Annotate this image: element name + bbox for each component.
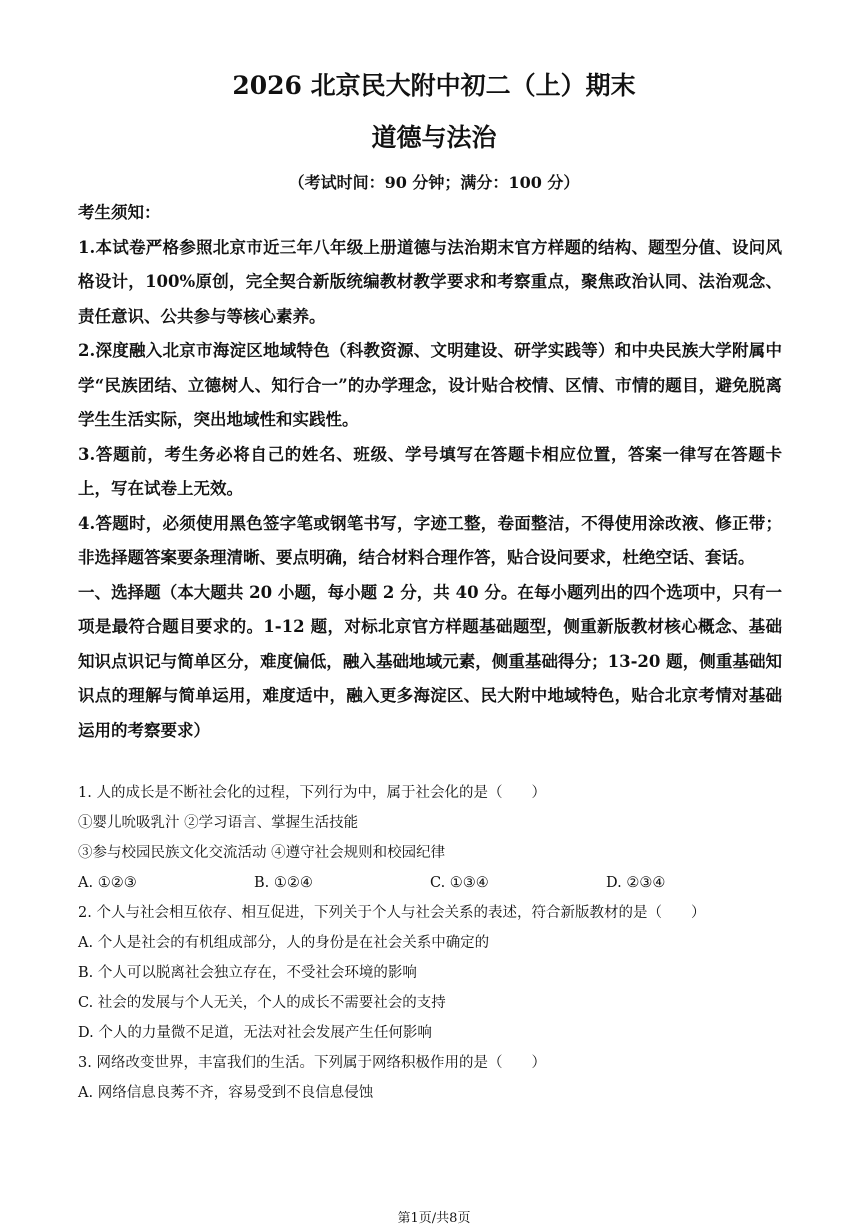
page-number: 第1页/共8页	[397, 1211, 471, 1226]
questions-block	[78, 778, 782, 1108]
notice-item: 2.深度融入北京市海淀区地域特色（科教资源、文明建设、研学实践等）和中央民族大学附属中学“民族团结、立德树人、知行合一”的办学理念，设计贴合校情、区情、市情的题目，避免脱离学生生活实际，突出地域性和实践性。	[78, 341, 782, 429]
exam-info: （考试时间：90 分钟；满分：100 分）	[288, 173, 580, 192]
question-line: ①婴儿吮吸乳汁 ②学习语言、掌握生活技能	[78, 815, 359, 831]
notice-item: 1.本试卷严格参照北京市近三年八年级上册道德与法治期末官方样题的结构、题型分值、设问风格设计，100%原创，完全契合新版统编教材教学要求和考察重点，聚焦政治认同、法治观念、责任意识、公共参与等核心素养。	[78, 237, 782, 326]
option-b: B. ①②④	[254, 875, 313, 891]
notice-block	[78, 196, 782, 748]
option-b: B. 个人可以脱离社会独立存在，不受社会环境的影响	[78, 965, 417, 981]
option-a: A. ①②③	[78, 875, 137, 891]
option-a: A. 个人是社会的有机组成部分，人的身份是在社会关系中确定的	[78, 935, 490, 951]
option-c: C. 社会的发展与个人无关，个人的成长不需要社会的支持	[78, 995, 446, 1011]
question-stem: 1. 人的成长是不断社会化的过程，下列行为中，属于社会化的是（ ）	[78, 785, 546, 801]
subject-title: 道德与法治	[371, 123, 497, 152]
option-d: D. 个人的力量微不足道，无法对社会发展产生任何影响	[78, 1025, 432, 1041]
question-stem: 2. 个人与社会相互依存、相互促进，下列关于个人与社会关系的表述，符合新版教材的是（ ）	[78, 905, 706, 921]
option-row	[78, 868, 782, 898]
option-c: C. ①③④	[430, 875, 489, 891]
option-d: D. ②③④	[606, 875, 666, 891]
question-line: ③参与校园民族文化交流活动 ④遵守社会规则和校园纪律	[78, 845, 446, 861]
notice-heading: 考生须知：	[78, 203, 161, 222]
option-a: A. 网络信息良莠不齐，容易受到不良信息侵蚀	[78, 1085, 374, 1101]
notice-item: 3.答题前，考生务必将自己的姓名、班级、学号填写在答题卡相应位置，答案一律写在答题卡上，写在试卷上无效。	[78, 444, 782, 498]
section-heading: 一、选择题（本大题共 20 小题，每小题 2 分，共 40 分。在每小题列出的四个选项中，只有一项是最符合题目要求的。1-12 题，对标北京官方样题基础题型，侧重新版教材核心概念、基础知识点识记与简单区分，难度偏低，融入基础地域元素，侧重基础得分；13-20 题，侧重基础知识点的理解与简单运用，难度适中，融入更多海淀区、民大附中地域特色，贴合北京考情对基础运用的考察要求）	[78, 582, 782, 740]
exam-title: 2026 北京民大附中初二（上）期末	[232, 71, 636, 100]
notice-item: 4.答题时，必须使用黑色签字笔或钢笔书写，字迹工整，卷面整洁，不得使用涂改液、修正带；非选择题答案要条理清晰、要点明确，结合材料合理作答，贴合设问要求，杜绝空话、套话。	[78, 513, 782, 567]
question-stem: 3. 网络改变世界，丰富我们的生活。下列属于网络积极作用的是（ ）	[78, 1055, 546, 1071]
